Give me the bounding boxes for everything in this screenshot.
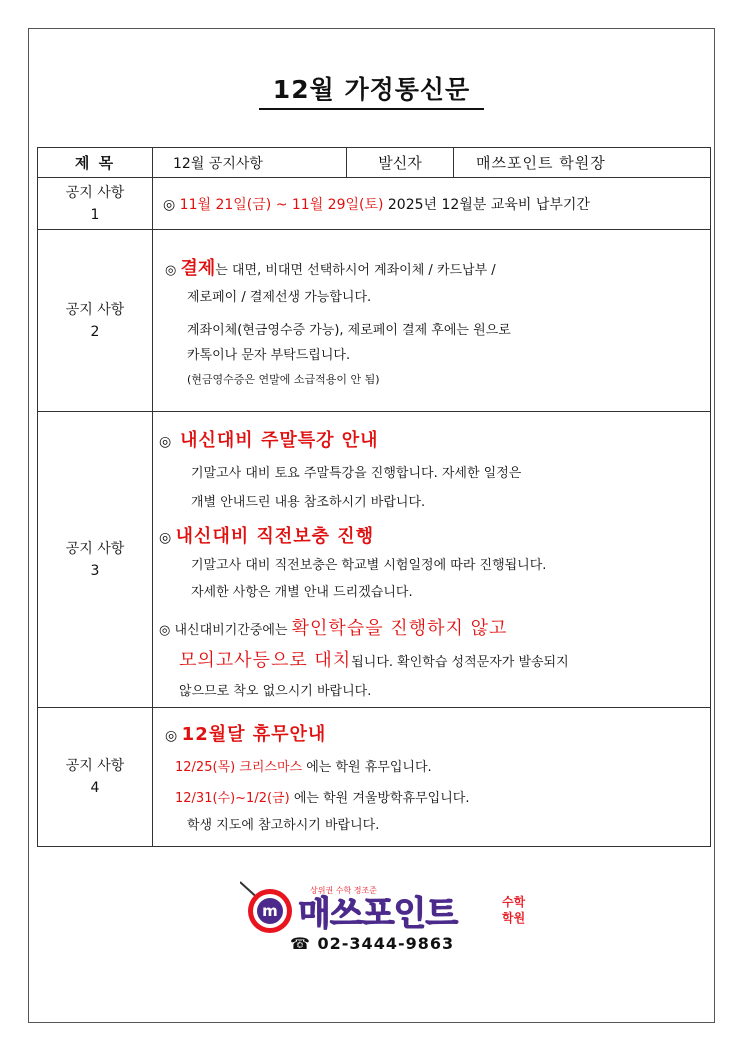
header-row [38, 148, 711, 178]
mock-exam-notice: 모의고사등으로 대치 [179, 650, 352, 671]
logo-badge-letter: m [262, 902, 278, 920]
notice-body-4: ◎ 12월달 휴무안내 12/25(목) 크리스마스 에는 학원 휴무입니다. 12/31(수)~1/2(금) 에는 학원 겨울방학휴무입니다. 학생 지도에 참고하시기 바랍니다. [153, 708, 711, 847]
subject-value: 12월 공지사항 [153, 148, 347, 178]
phone-icon: ☎ [290, 934, 311, 953]
notice-mark: ◎ [165, 728, 178, 744]
notice-label-3: 공지 사항 3 [38, 412, 153, 708]
notice-row-4 [38, 708, 711, 847]
phone-line [290, 934, 454, 953]
notice-row-1 [38, 178, 711, 230]
supplement-heading: 내신대비 직전보충 진행 [175, 526, 375, 547]
christmas-date: 12/25(목) 크리스마스 [175, 760, 303, 775]
notice-mark: ◎ [165, 263, 177, 278]
logo-name: 매쓰포인트 [298, 894, 458, 934]
notice-body-1 [153, 178, 711, 230]
weekend-lecture-heading: 내신대비 주말특강 안내 [180, 430, 379, 451]
subject-label: 제 목 [38, 148, 153, 178]
notice-row-3 [38, 412, 711, 708]
winter-break-date: 12/31(수)~1/2(금) [175, 791, 290, 806]
logo-side-top: 수학 [502, 895, 526, 909]
holiday-heading: 12월달 휴무안내 [181, 724, 327, 745]
page-title: 12월 가정통신문 [0, 70, 743, 110]
notice-label-1: 공지 사항 1 [38, 178, 153, 230]
logo-side-bottom: 학원 [502, 911, 526, 925]
notice-mark: ◎ [159, 623, 171, 638]
notice-body-3: ◎ 내신대비 주말특강 안내 기말고사 대비 토요 주말특강을 진행합니다. 자세한 일정은 개별 안내드린 내용 참조하시기 바랍니다. ◎ 내신대비 직전보충 진행 기말고사 대비 직전보충은 학교별 시험일정에 따라 진행됩니다. 자세한 사항은 개별 안내 드리겠습니다. ◎ 내신대비기간중에는 확인학습을 진행하지 않고 모의고사등으로 대치됩니다. 확인학습 성적문자가 발송되지 않으므로 착오 없으시기 바랍니다. [153, 412, 711, 708]
notice-1-line: ◎ 11월 21일(금) ~ 11월 29일(토) 2025년 12월분 교육비 납부기간 [163, 196, 590, 213]
payment-period: 11월 21일(금) ~ 11월 29일(토) [179, 196, 384, 213]
no-quiz-notice: 확인학습을 진행하지 않고 [291, 618, 508, 639]
notice-mark: ◎ [163, 196, 176, 213]
phone-number: 02-3444-9863 [317, 934, 455, 953]
sender-value: 매쓰포인트 학원장 [454, 148, 711, 178]
logo-tagline: 상위권 수학 정조준 [310, 886, 377, 895]
notice-mark: ◎ [159, 434, 172, 450]
notice-body-2: ◎ 결제는 대면, 비대면 선택하시어 계좌이체 / 카드납부 / 제로페이 / 결제선생 가능합니다. 계좌이체(현금영수증 가능), 제로페이 결제 후에는 원으로 카톡이나 문자 부탁드립니다. (현금영수증은 연말에 소급적용이 안 됨) [153, 230, 711, 412]
notice-label-2: 공지 사항 2 [38, 230, 153, 412]
notice-label-4: 공지 사항 4 [38, 708, 153, 847]
sender-label: 발신자 [347, 148, 454, 178]
notice-row-2 [38, 230, 711, 412]
notice-table [37, 147, 711, 847]
notice-mark: ◎ [159, 530, 172, 546]
payment-keyword: 결제 [180, 258, 216, 279]
